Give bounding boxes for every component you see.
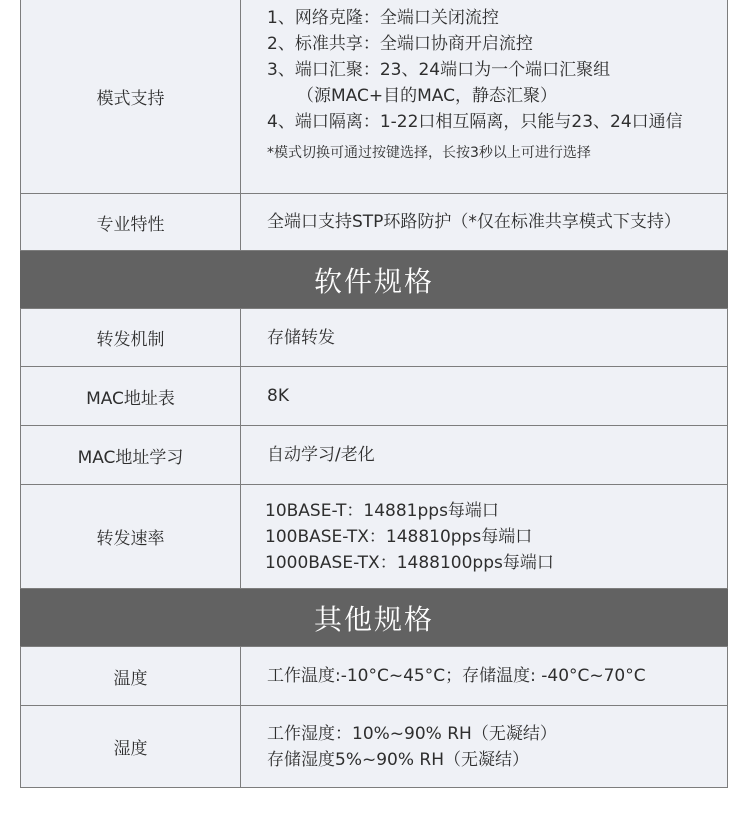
row-label: 专业特性	[21, 194, 241, 250]
value-line: 100BASE-TX：148810pps每端口	[265, 526, 533, 547]
row-label: 转发速率	[21, 485, 241, 588]
row-label: 温度	[21, 647, 241, 705]
section-header-other: 其他规格	[20, 589, 728, 647]
value-line: 1000BASE-TX：1488100pps每端口	[265, 552, 554, 573]
mode-switch-note: *模式切换可通过按键选择，长按3秒以上可进行选择	[267, 145, 591, 161]
spec-row-mode-support	[20, 0, 728, 194]
section-header-software: 软件规格	[20, 251, 728, 309]
value-line: 10BASE-T：14881pps每端口	[265, 500, 499, 521]
value-line: 存储转发	[267, 327, 335, 348]
row-label: MAC地址表	[21, 367, 241, 425]
row-value	[241, 485, 727, 588]
row-value	[241, 309, 727, 366]
spec-row-pro-features	[20, 194, 728, 251]
row-label: 模式支持	[21, 0, 241, 193]
value-line: 4、端口隔离：1-22口相互隔离，只能与23、24口通信	[267, 112, 683, 132]
spec-row-mac-table	[20, 367, 728, 426]
spec-row-humidity	[20, 706, 728, 788]
value-line: 2、标准共享：全端口协商开启流控	[267, 34, 533, 54]
value-line: 3、端口汇聚：23、24端口为一个端口汇聚组	[267, 60, 611, 80]
row-value	[241, 647, 727, 705]
value-line: 1、网络克隆：全端口关闭流控	[267, 8, 499, 28]
row-label: 湿度	[21, 706, 241, 787]
value-line: 存储湿度5%~90% RH（无凝结）	[267, 749, 529, 770]
row-label: MAC地址学习	[21, 426, 241, 484]
row-value	[241, 706, 727, 787]
value-line: 8K	[267, 386, 289, 406]
spec-row-forwarding-rate	[20, 485, 728, 589]
spec-row-forwarding-mechanism	[20, 309, 728, 367]
value-line: 全端口支持STP环路防护（*仅在标准共享模式下支持）	[267, 212, 681, 232]
row-value	[241, 426, 727, 484]
value-line: 工作湿度：10%~90% RH（无凝结）	[267, 723, 557, 744]
value-line: 工作温度:-10°C~45°C；存储温度: -40°C~70°C	[267, 666, 646, 686]
spec-row-temperature	[20, 647, 728, 706]
row-label: 转发机制	[21, 309, 241, 366]
row-value	[241, 194, 727, 250]
spec-table	[20, 0, 728, 788]
spec-row-mac-learning	[20, 426, 728, 485]
row-value	[241, 367, 727, 425]
value-line: （源MAC+目的MAC，静态汇聚）	[297, 86, 557, 106]
row-value	[241, 0, 727, 193]
value-line: 自动学习/老化	[267, 445, 375, 465]
